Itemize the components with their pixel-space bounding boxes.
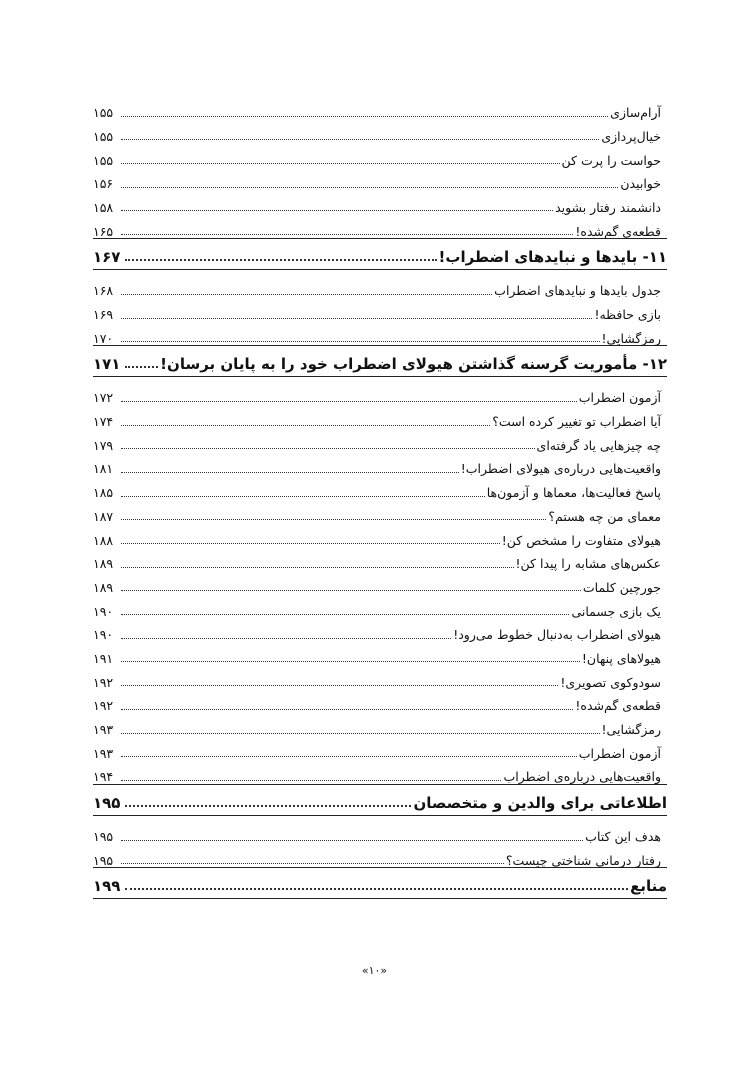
toc-entry bbox=[93, 405, 667, 429]
dot-leader bbox=[121, 234, 573, 235]
toc-entry bbox=[93, 298, 667, 322]
dot-leader bbox=[121, 590, 581, 591]
toc-entry-page: ۱۹۰ bbox=[93, 627, 114, 643]
toc-entry bbox=[93, 713, 667, 737]
toc-entry-title: یک بازی جسمانی bbox=[571, 603, 661, 619]
dot-leader bbox=[121, 543, 500, 544]
toc-entry-title: هیولای اضطراب به‌دنبال خطوط می‌رود! bbox=[453, 627, 661, 643]
toc-entry-title: رفتار درمانی شناختی چیست؟ bbox=[505, 852, 661, 868]
toc-entry bbox=[93, 665, 667, 689]
toc-entry-page: ۱۹۱ bbox=[93, 650, 114, 666]
toc-entry-title: جدول بایدها و نبایدهای اضطراب bbox=[494, 283, 661, 299]
toc-entry-page: ۱۷۴ bbox=[93, 414, 114, 430]
dot-leader bbox=[121, 401, 577, 402]
toc-entry-title: هیولای متفاوت را مشخص کن! bbox=[501, 532, 661, 548]
toc-entry-page: ۱۹۰ bbox=[93, 603, 114, 619]
table-of-contents bbox=[93, 96, 667, 903]
toc-entry bbox=[93, 322, 667, 346]
toc-entry-page: ۱۹۹ bbox=[93, 877, 121, 896]
toc-entry bbox=[93, 274, 667, 298]
dot-leader bbox=[121, 116, 608, 117]
toc-chapter-entry bbox=[93, 784, 667, 816]
dot-leader bbox=[121, 756, 577, 757]
toc-entry-title: آیا اضطراب تو تغییر کرده است؟ bbox=[492, 414, 661, 430]
dot-leader bbox=[121, 614, 569, 615]
dot-leader bbox=[121, 519, 546, 520]
toc-entry bbox=[93, 381, 667, 405]
toc-entry bbox=[93, 547, 667, 571]
toc-entry-page: ۱۸۷ bbox=[93, 508, 114, 524]
toc-entry-page: ۱۶۷ bbox=[93, 248, 121, 267]
toc-entry-page: ۱۵۶ bbox=[93, 176, 114, 192]
toc-entry bbox=[93, 844, 667, 868]
dot-leader bbox=[121, 472, 459, 473]
toc-entry-page: ۱۷۲ bbox=[93, 390, 114, 406]
toc-entry-title: هیولاهای پنهان! bbox=[581, 650, 661, 666]
dot-leader bbox=[125, 259, 437, 261]
dot-leader bbox=[121, 780, 501, 781]
toc-entry-title: واقعیت‌هایی درباره‌ی هیولای اضطراب! bbox=[460, 461, 661, 477]
dot-leader bbox=[125, 366, 158, 368]
dot-leader bbox=[121, 638, 451, 639]
toc-entry-title: اطلاعاتی برای والدین و متخصصان bbox=[413, 793, 667, 812]
toc-entry-title: حواست را پرت کن bbox=[561, 152, 661, 168]
toc-entry-page: ۱۸۵ bbox=[93, 485, 114, 501]
toc-entry-title: واقعیت‌هایی درباره‌ی اضطراب bbox=[503, 769, 661, 785]
toc-entry-title: عکس‌های مشابه را پیدا کن! bbox=[515, 556, 661, 572]
dot-leader bbox=[121, 425, 490, 426]
dot-leader bbox=[121, 139, 599, 140]
toc-entry-title: سودوکوی تصویری! bbox=[560, 674, 661, 690]
toc-entry bbox=[93, 191, 667, 215]
dot-leader bbox=[121, 448, 535, 449]
toc-entry bbox=[93, 523, 667, 547]
toc-entry-page: ۱۵۵ bbox=[93, 152, 114, 168]
toc-entry bbox=[93, 120, 667, 144]
toc-entry-page: ۱۹۵ bbox=[93, 852, 114, 868]
toc-entry bbox=[93, 760, 667, 784]
dot-leader bbox=[121, 294, 492, 295]
toc-entry-title: قطعه‌ی گم‌شده! bbox=[575, 698, 661, 714]
toc-entry-page: ۱۸۸ bbox=[93, 532, 114, 548]
toc-entry bbox=[93, 642, 667, 666]
toc-entry-page: ۱۹۳ bbox=[93, 722, 114, 737]
toc-entry-title: دانشمند رفتار بشوید bbox=[555, 199, 661, 215]
dot-leader bbox=[121, 187, 618, 188]
toc-entry-page: ۱۷۱ bbox=[93, 355, 121, 374]
toc-entry bbox=[93, 618, 667, 642]
dot-leader bbox=[121, 685, 558, 686]
page-number: «۱۰» bbox=[361, 964, 388, 977]
toc-entry bbox=[93, 167, 667, 191]
toc-entry-title: آزمون اضطراب bbox=[578, 745, 661, 761]
dot-leader bbox=[121, 341, 600, 342]
toc-entry-page: ۱۵۵ bbox=[93, 105, 114, 121]
dot-leader bbox=[121, 496, 485, 497]
toc-chapter-entry bbox=[93, 238, 667, 270]
dot-leader bbox=[125, 888, 628, 890]
toc-entry-page: ۱۹۴ bbox=[93, 769, 114, 785]
toc-entry-page: ۱۵۵ bbox=[93, 128, 114, 144]
toc-entry-title: ۱۱- بایدها و نبایدهای اضطراب! bbox=[438, 248, 667, 267]
dot-leader bbox=[121, 163, 560, 164]
toc-entry bbox=[93, 452, 667, 476]
toc-entry bbox=[93, 820, 667, 844]
toc-entry-page: ۱۹۲ bbox=[93, 698, 114, 714]
toc-entry bbox=[93, 571, 667, 595]
toc-entry-page: ۱۸۹ bbox=[93, 556, 114, 572]
dot-leader bbox=[121, 567, 514, 568]
toc-entry-title: پاسخ فعالیت‌ها، معماها و آزمون‌ها bbox=[486, 485, 661, 501]
dot-leader bbox=[121, 661, 580, 662]
toc-entry-page: ۱۷۹ bbox=[93, 437, 114, 453]
toc-entry-title: آزمون اضطراب bbox=[578, 390, 661, 406]
toc-entry bbox=[93, 429, 667, 453]
toc-entry-title: منابع bbox=[630, 877, 667, 896]
toc-entry bbox=[93, 214, 667, 238]
toc-entry-title: چه چیزهایی یاد گرفته‌ای bbox=[536, 437, 661, 453]
toc-entry-title: خوابیدن bbox=[620, 176, 661, 192]
toc-entry-page: ۱۹۲ bbox=[93, 674, 114, 690]
dot-leader bbox=[121, 733, 600, 734]
dot-leader bbox=[121, 709, 573, 710]
toc-entry-page: ۱۷۰ bbox=[93, 330, 114, 346]
dot-leader bbox=[121, 210, 553, 211]
toc-chapter-entry bbox=[93, 867, 667, 899]
toc-entry-page: ۱۹۵ bbox=[93, 793, 121, 812]
toc-entry bbox=[93, 143, 667, 167]
toc-entry-page: ۱۸۹ bbox=[93, 579, 114, 595]
toc-entry-title: جورچین کلمات bbox=[582, 579, 661, 595]
toc-chapter-entry bbox=[93, 345, 667, 377]
dot-leader bbox=[125, 805, 411, 807]
toc-entry bbox=[93, 689, 667, 713]
toc-entry-title: معمای من چه هستم؟ bbox=[548, 508, 661, 524]
toc-entry-page: ۱۵۸ bbox=[93, 199, 114, 215]
toc-entry-title: خیال‌پردازی bbox=[601, 128, 661, 144]
toc-entry bbox=[93, 476, 667, 500]
dot-leader bbox=[121, 863, 504, 864]
toc-entry-page: ۱۸۱ bbox=[93, 461, 114, 477]
toc-entry-title: بازی حافظه! bbox=[594, 307, 661, 322]
toc-entry-page: ۱۶۵ bbox=[93, 223, 114, 239]
dot-leader bbox=[121, 318, 592, 319]
toc-entry-title: آرام‌سازی bbox=[610, 105, 661, 121]
toc-entry-title: قطعه‌ی گم‌شده! bbox=[575, 223, 661, 239]
toc-entry-page: ۱۹۳ bbox=[93, 745, 114, 761]
toc-entry-page: ۱۶۹ bbox=[93, 307, 114, 322]
toc-entry-title: رمزگشایی! bbox=[601, 330, 661, 346]
toc-entry-page: ۱۶۸ bbox=[93, 283, 114, 299]
toc-entry-title: ۱۲- مأموریت گرسنه گذاشتن هیولای اضطراب خود را به پایان برسان! bbox=[160, 355, 667, 374]
toc-entry bbox=[93, 500, 667, 524]
dot-leader bbox=[121, 840, 583, 841]
toc-entry-title: هدف این کتاب bbox=[585, 829, 661, 845]
toc-entry-page: ۱۹۵ bbox=[93, 829, 114, 845]
toc-entry bbox=[93, 96, 667, 120]
toc-entry-title: رمزگشایی! bbox=[601, 722, 661, 737]
toc-entry bbox=[93, 594, 667, 618]
toc-entry bbox=[93, 737, 667, 761]
